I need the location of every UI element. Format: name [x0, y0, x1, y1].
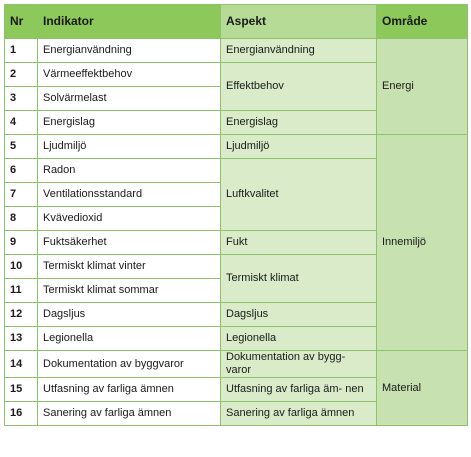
- row-aspekt: Energislag: [221, 111, 377, 135]
- row-indikator: Fuktsäkerhet: [38, 231, 221, 255]
- row-aspekt: Energianvändning: [221, 39, 377, 63]
- row-nr: 15: [5, 378, 38, 402]
- area-cell: Innemiljö: [377, 135, 468, 351]
- header-aspekt: Aspekt: [221, 5, 377, 39]
- row-aspekt: Luftkvalitet: [221, 159, 377, 231]
- row-nr: 1: [5, 39, 38, 63]
- row-nr: 16: [5, 402, 38, 426]
- row-aspekt: Legionella: [221, 327, 377, 351]
- row-indikator: Termiskt klimat sommar: [38, 279, 221, 303]
- row-aspekt: Termiskt klimat: [221, 255, 377, 303]
- row-nr: 13: [5, 327, 38, 351]
- row-indikator: Legionella: [38, 327, 221, 351]
- table-row: [5, 351, 468, 378]
- row-aspekt: Effektbehov: [221, 63, 377, 111]
- row-nr: 11: [5, 279, 38, 303]
- row-indikator: Dokumentation av byggvaror: [38, 351, 221, 378]
- row-nr: 4: [5, 111, 38, 135]
- row-indikator: Energislag: [38, 111, 221, 135]
- row-aspekt: Utfasning av farliga äm- nen: [221, 378, 377, 402]
- row-nr: 6: [5, 159, 38, 183]
- row-aspekt: Dagsljus: [221, 303, 377, 327]
- indicator-table: [4, 4, 468, 426]
- row-nr: 5: [5, 135, 38, 159]
- row-indikator: Termiskt klimat vinter: [38, 255, 221, 279]
- row-aspekt: Ljudmiljö: [221, 135, 377, 159]
- row-indikator: Dagsljus: [38, 303, 221, 327]
- row-nr: 14: [5, 351, 38, 378]
- table-row: [5, 39, 468, 63]
- row-aspekt: Fukt: [221, 231, 377, 255]
- row-indikator: Utfasning av farliga ämnen: [38, 378, 221, 402]
- row-indikator: Värmeeffektbehov: [38, 63, 221, 87]
- row-indikator: Solvärmelast: [38, 87, 221, 111]
- row-indikator: Kvävedioxid: [38, 207, 221, 231]
- row-nr: 7: [5, 183, 38, 207]
- header-row: [5, 5, 468, 39]
- row-nr: 9: [5, 231, 38, 255]
- row-nr: 12: [5, 303, 38, 327]
- row-aspekt: Sanering av farliga ämnen: [221, 402, 377, 426]
- header-omrade: Område: [377, 5, 468, 39]
- header-nr: Nr: [5, 5, 38, 39]
- row-nr: 8: [5, 207, 38, 231]
- row-nr: 2: [5, 63, 38, 87]
- row-indikator: Ventilationsstandard: [38, 183, 221, 207]
- row-indikator: Sanering av farliga ämnen: [38, 402, 221, 426]
- row-indikator: Energianvändning: [38, 39, 221, 63]
- row-indikator: Radon: [38, 159, 221, 183]
- area-cell: Material: [377, 351, 468, 426]
- row-nr: 10: [5, 255, 38, 279]
- header-indikator: Indikator: [38, 5, 221, 39]
- row-aspekt: Dokumentation av bygg- varor: [221, 351, 377, 378]
- table-row: [5, 135, 468, 159]
- row-nr: 3: [5, 87, 38, 111]
- area-cell: Energi: [377, 39, 468, 135]
- row-indikator: Ljudmiljö: [38, 135, 221, 159]
